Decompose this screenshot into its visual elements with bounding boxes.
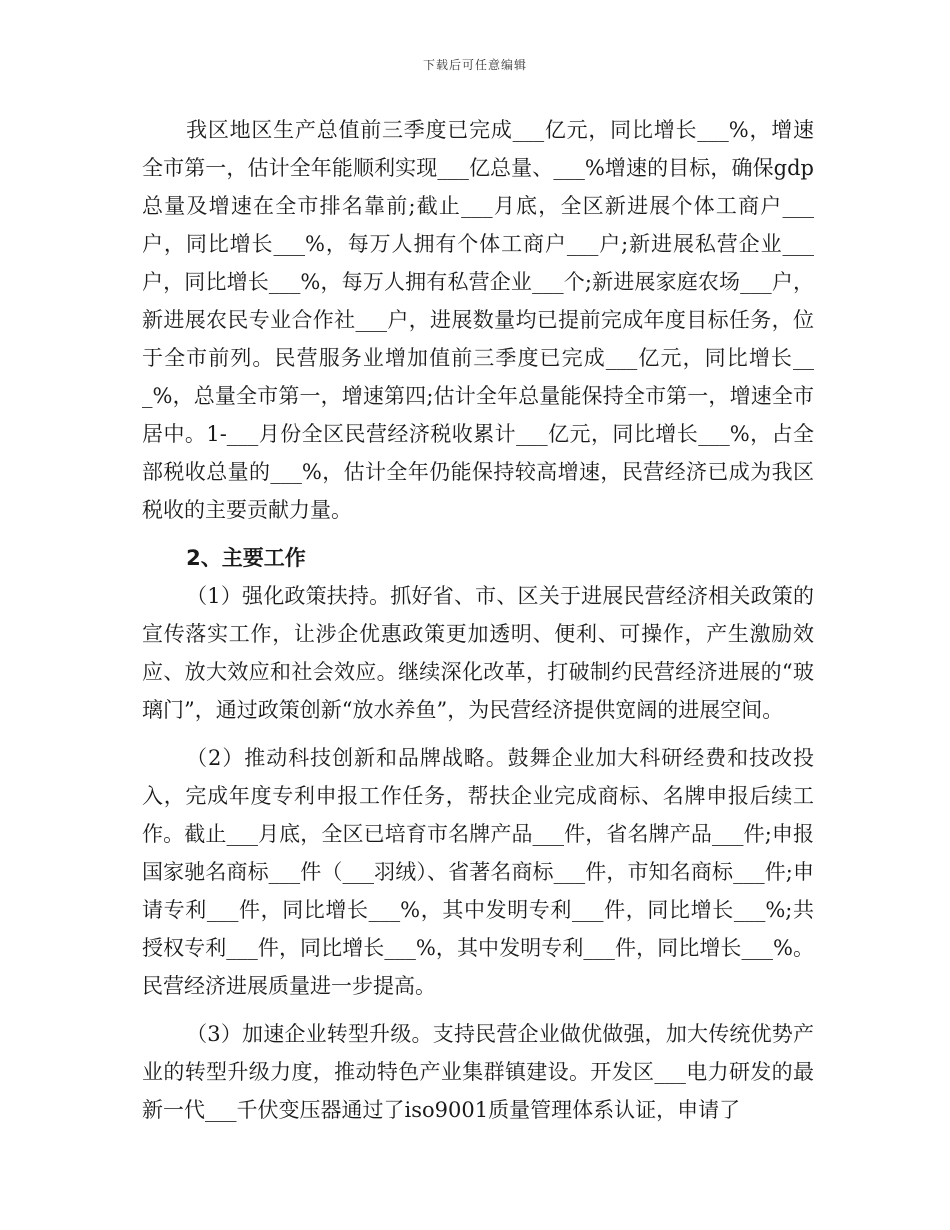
document-body [142,111,814,1129]
paragraph-economy-summary: 我区地区生产总值前三季度已完成___亿元，同比增长___%，增速全市第一，估计全年能顺利实现___亿总量、___%增速的目标，确保gdp总量及增速在全市排名靠前;截止___月底，全区新进展个体工商户___户，同比增长___%，每万人拥有个体工商户___户;新进展私营企业___户，同比增长___%，每万人拥有私营企业___个;新进展家庭农场___户，新进展农民专业合作社___户，进展数量均已提前完成年度目标任务，位于全市前列。民营服务业增加值前三季度已完成___亿元，同比增长___%，总量全市第一，增速第四;估计全年总量能保持全市第一，增速全市居中。1-___月份全区民营经济税收累计___亿元，同比增长___%，占全部税收总量的___%，估计全年仍能保持较高增速，民营经济已成为我区税收的主要贡献力量。 [142,118,814,522]
section-heading-main-work: 2、主要工作 [186,546,306,570]
page-header: 下载后可任意编辑 [422,58,527,72]
paragraph-transformation: （3）加速企业转型升级。支持民营企业做优做强，加大传统优势产业的转型升级力度，推动特色产业集群镇建设。开发区___电力研发的最新一代___千伏变压器通过了iso9001质量管理体系认证，申请了 [142,1022,814,1122]
paragraph-policy-support: （1）强化政策扶持。抓好省、市、区关于进展民营经济相关政策的宣传落实工作，让涉企优惠政策更加透明、便利、可操作，产生激励效应、放大效应和社会效应。继续深化改革，打破制约民营经济进展的“玻璃门”，通过政策创新“放水养鱼”，为民营经济提供宽阔的进展空间。 [142,584,814,722]
paragraph-tech-brand: （2）推动科技创新和品牌战略。鼓舞企业加大科研经费和技改投入，完成年度专利申报工作任务，帮扶企业完成商标、名牌申报后续工作。截止___月底，全区已培育市名牌产品___件，省名牌产品___件;申报国家驰名商标___件（___羽绒）、省著名商标___件，市知名商标___件;申请专利___件，同比增长___%，其中发明专利___件，同比增长___%;共授权专利___件，同比增长___%，其中发明专利___件，同比增长___%。民营经济进展质量进一步提高。 [142,746,814,998]
